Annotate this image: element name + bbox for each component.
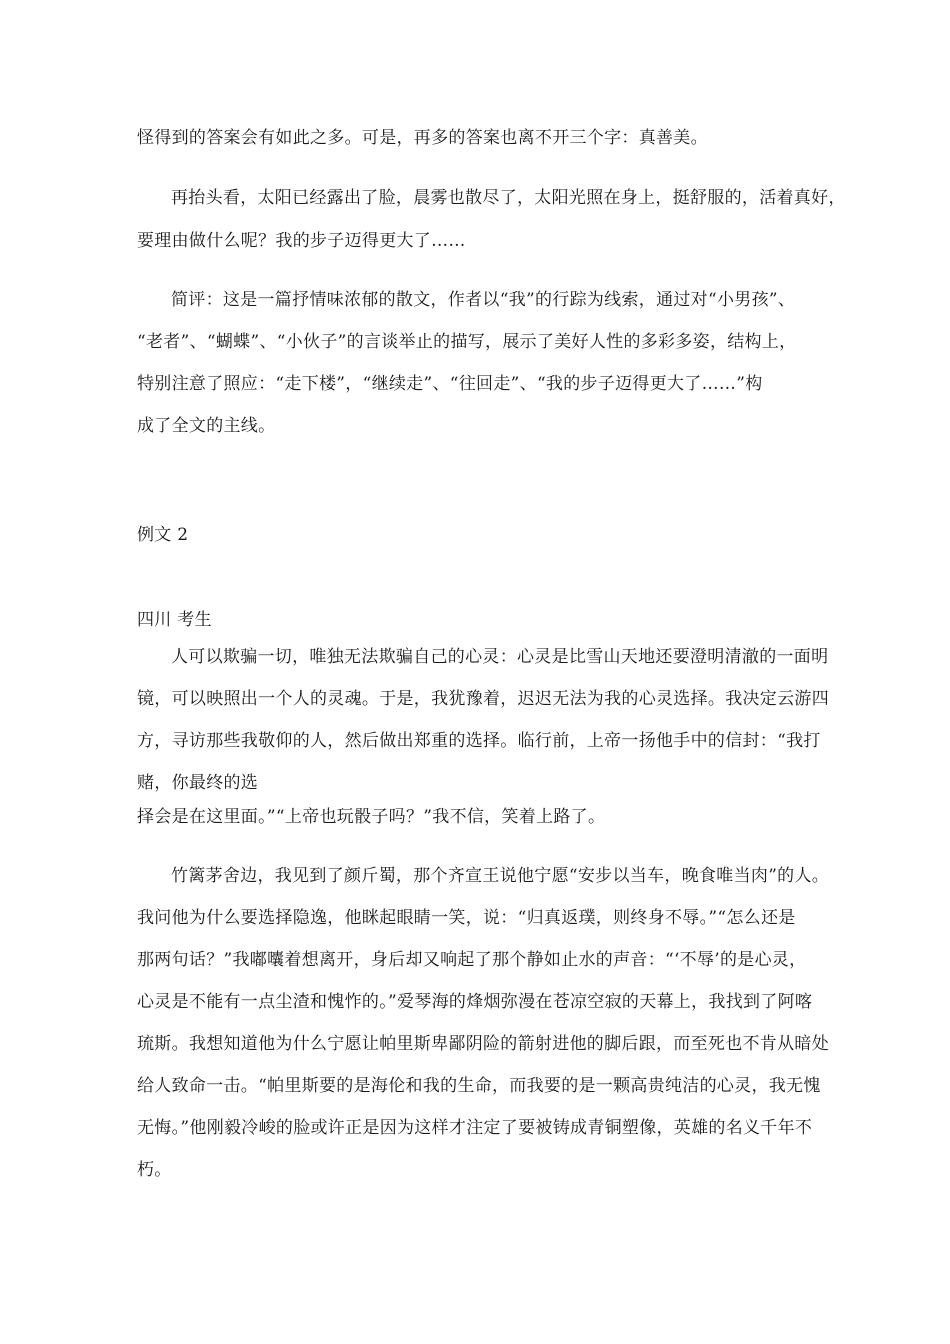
text-line: 择会是在这里面。”“上帝也玩骰子吗？”我不信，笑着上路了。 bbox=[137, 807, 606, 827]
text-line: 心灵是不能有一点尘渣和愧怍的。”爱琴海的烽烟弥漫在苍凉空寂的天幕上，我找到了阿喀 bbox=[137, 992, 813, 1012]
text-line: 成了全文的主线。 bbox=[137, 416, 276, 436]
text-line: 琉斯。我想知道他为什么宁愿让帕里斯卑鄙阴险的箭射进他的脚后跟，而至死也不肯从暗处 bbox=[137, 1034, 829, 1054]
text-line: 竹篱茅舍边，我见到了颜斤蜀，那个齐宣王说他宁愿“安步以当车，晚食唯当肉”的人。 bbox=[171, 866, 830, 886]
text-line: 无悔。”他刚毅冷峻的脸或许正是因为这样才注定了要被铸成青铜塑像，英雄的名义千年不 bbox=[137, 1118, 813, 1138]
text-line: 我问他为什么要选择隐逸，他眯起眼睛一笑，说：“归真返璞，则终身不辱。”“怎么还是 bbox=[137, 908, 796, 928]
author-line: 四川 考生 bbox=[137, 610, 212, 630]
text-line: 要理由做什么呢？我的步子迈得更大了…… bbox=[137, 231, 466, 251]
text-line: 特别注意了照应：“走下楼”，“继续走”、“往回走”、“我的步子迈得更大了……”构 bbox=[137, 374, 763, 394]
text-line: 简评：这是一篇抒情味浓郁的散文，作者以“我”的行踪为线索，通过对“小男孩”、 bbox=[171, 290, 796, 310]
text-line: 再抬头看，太阳已经露出了脸，晨雾也散尽了，太阳光照在身上，挺舒服的，活着真好， bbox=[171, 188, 846, 208]
text-line: 给人致命一击。“帕里斯要的是海伦和我的生命，而我要的是一颗高贵纯洁的心灵，我无愧 bbox=[137, 1076, 821, 1096]
text-line: 赌，你最终的选 bbox=[137, 773, 259, 793]
text-line: “老者”、“蝴蝶”、“小伙子”的言谈举止的描写，展示了美好人性的多彩多姿，结构上， bbox=[137, 332, 797, 352]
text-line: 方，寻访那些我敬仰的人，然后做出郑重的选择。临行前，上帝一扬他手中的信封：“我打 bbox=[137, 731, 821, 751]
text-line: 那两句话？”我嘟囔着想离开，身后却又响起了那个静如止水的声音：“‘不辱’的是心灵， bbox=[137, 950, 807, 970]
section-heading: 例文 2 bbox=[137, 525, 189, 545]
text-line: 朽。 bbox=[137, 1160, 172, 1180]
text-line: 人可以欺骗一切，唯独无法欺骗自己的心灵：心灵是比雪山天地还要澄明清澈的一面明 bbox=[171, 647, 829, 667]
text-line: 怪得到的答案会有如此之多。可是，再多的答案也离不开三个字：真善美。 bbox=[137, 128, 708, 148]
text-line: 镜，可以映照出一个人的灵魂。于是，我犹豫着，迟迟无法为我的心灵选择。我决定云游四 bbox=[137, 689, 829, 709]
